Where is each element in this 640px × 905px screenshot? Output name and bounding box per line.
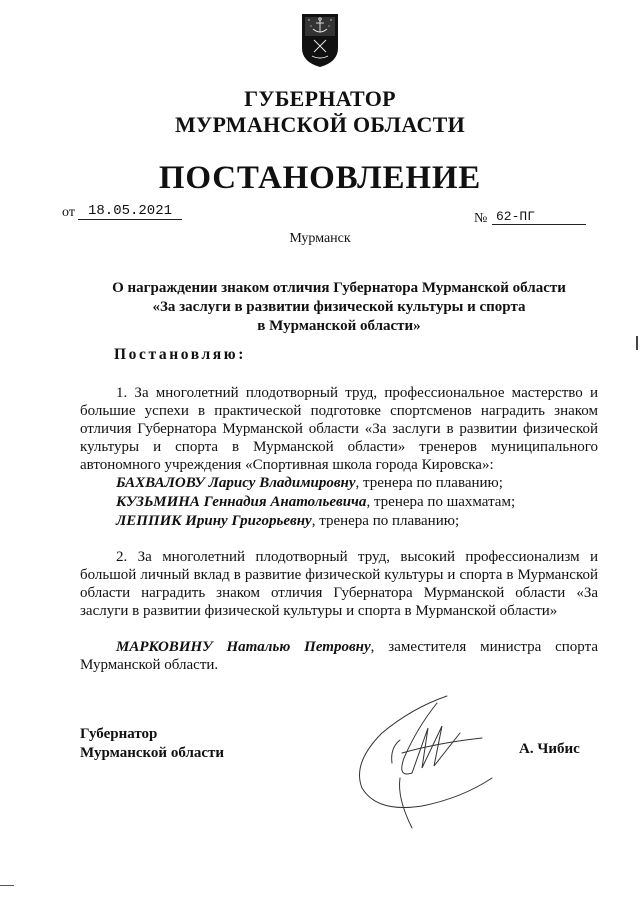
awardee-name: БАХВАЛОВУ Ларису Владимировну (116, 475, 356, 491)
item-2-awardee (80, 638, 598, 674)
document-type: ПОСТАНОВЛЕНИЕ (158, 160, 482, 196)
subject-line: О награждении знаком отличия Губернатора Мурманской области (112, 280, 566, 296)
scan-corner-mark (0, 885, 14, 886)
item-1-text: 1. За многолетний плодотворный труд, профессиональное мастерство и большие успехи в практической подготовке спортсменов наградить знаком отличия Губернатора Мурманской области «За заслуги в развитии физической культуры и спорта в Мурманской области» тренеров муниципального автономного учреждения «Спортивная школа города Кировска»: (80, 385, 598, 473)
handwritten-signature-icon (342, 688, 502, 838)
awardee-name: МАРКОВИНУ Наталью Петровну (116, 639, 371, 655)
subject-line: в Мурманской области» (257, 318, 421, 334)
awardee-role: , тренера по шахматам; (366, 494, 516, 510)
awardee-role: , тренера по плаванию; (355, 475, 503, 491)
document-subject (80, 279, 598, 336)
item-2-text: 2. За многолетний плодотворный труд, высокий профессионализм и большой личный вклад в развитие физической культуры и спорта в Мурманской области наградить знаком отличия Губернатора Мурманской области «За заслуги в развитии физической культуры и спорта в Мурманской области» (80, 549, 598, 619)
awardee-role: , тренера по плаванию; (311, 513, 460, 529)
signatory-name: А. Чибис (519, 741, 580, 757)
position-line: Мурманской области (80, 745, 225, 761)
awardee-name: КУЗЬМИНА Геннадия Анатольевича (116, 494, 367, 510)
awardee-name: ЛЕППИК Ирину Григорьевну (116, 513, 312, 529)
date-label: от (62, 205, 75, 220)
decree-word: Постановляю: (114, 346, 246, 363)
position-line: Губернатор (80, 726, 158, 742)
scan-edge-mark (636, 336, 638, 350)
murmansk-coat-of-arms-icon (300, 12, 340, 68)
subject-line: «За заслуги в развитии физической культуры и спорта (152, 299, 526, 315)
document-number: 62-ПГ (492, 209, 586, 225)
awardee-line (116, 512, 598, 530)
org-title-line1: ГУБЕРНАТОР (244, 86, 396, 111)
org-title-line2: МУРМАНСКОЙ ОБЛАСТИ (174, 112, 466, 137)
awardee-line (116, 493, 598, 511)
document-date: 18.05.2021 (78, 203, 182, 220)
awardee-line (116, 474, 598, 492)
awardee-role: , заместителя министра спорта Мурманской области. (80, 639, 598, 673)
number-label: № (474, 211, 488, 226)
city: Мурманск (289, 231, 351, 246)
signatory-position (80, 725, 224, 763)
